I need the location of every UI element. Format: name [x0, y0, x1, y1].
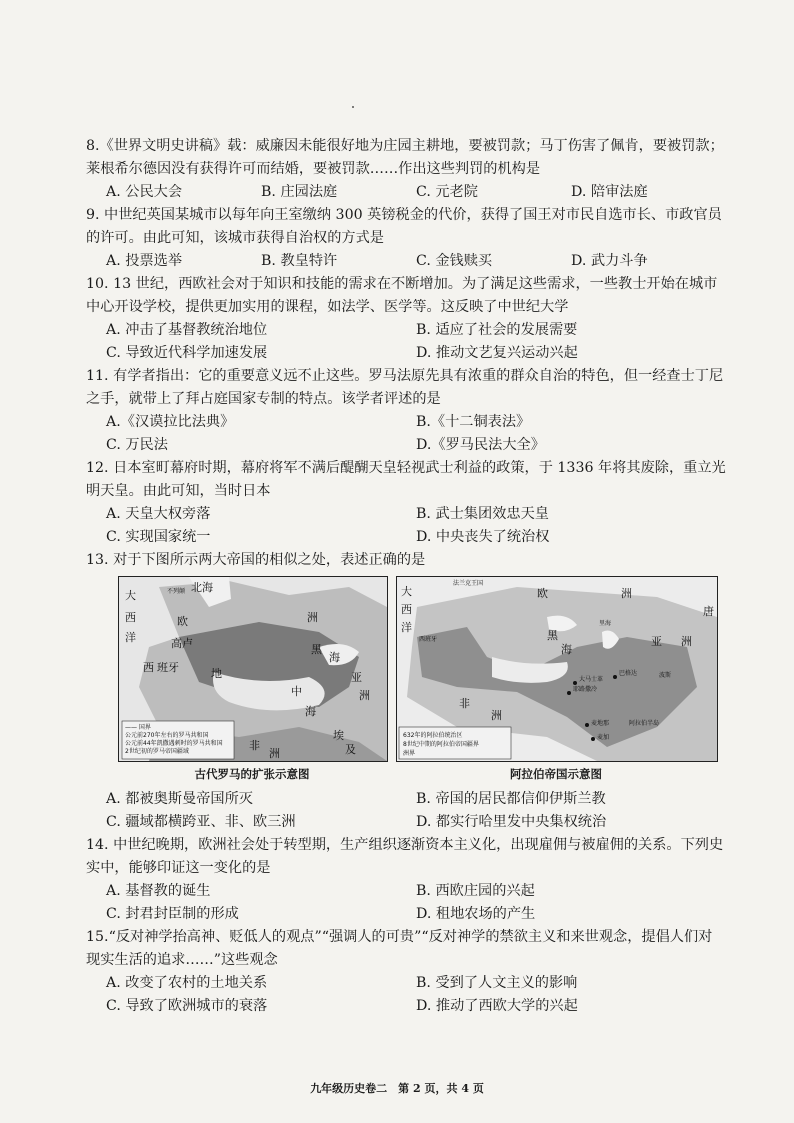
option-a: A. 冲击了基督教统治地位 — [106, 322, 268, 338]
option-d: D. 推动了西欧大学的兴起 — [416, 998, 578, 1014]
map-legend-item: 8世纪中期的阿拉伯帝国疆界 — [403, 741, 479, 748]
map-legend-item: 2世纪初的罗马帝国疆域 — [125, 748, 189, 755]
option-c: C. 元老院 — [416, 184, 478, 200]
question-stem: 12. 日本室町幕府时期，幕府将军不满后醍醐天皇轻视武士利益的政策，于 1336 年将其废除，重立光明天皇。由此可知，当时日本 — [86, 460, 726, 499]
map-label: 西班牙 — [419, 636, 438, 643]
map-label: 麦加 — [597, 734, 610, 741]
question-stem: 13. 对于下图所示两大帝国的相似之处，表述正确的是 — [86, 552, 426, 568]
option-a: A. 公民大会 — [106, 184, 183, 200]
option-b: B. 西欧庄园的兴起 — [416, 883, 535, 899]
map-label: 西 — [143, 661, 154, 674]
map-label: 非 — [249, 739, 260, 752]
question-stem: 15.“反对神学抬高神、贬低人的观点”“强调人的可贵”“反对神学的禁欲主义和来世观念，提倡人们对现实生活的追求……”这些观念 — [86, 929, 713, 968]
question-stem: 10. 13 世纪，西欧社会对于知识和技能的需求在不断增加。为了满足这些需求，一些教士开始在城市中心开设学校，提供更加实用的课程，如法学、医学等。这反映了中世纪大学 — [86, 276, 718, 315]
question-9 — [86, 204, 726, 273]
map-figures — [118, 576, 718, 786]
page-footer: 九年级历史卷二 第 2 页，共 4 页 — [310, 1082, 484, 1095]
map-label: 洲 — [491, 709, 502, 722]
map-legend-item: —— 国界 — [125, 724, 151, 731]
option-d: D. 中央丧失了统治权 — [416, 529, 550, 545]
map-label: 班牙 — [157, 661, 179, 674]
question-stem: 11. 有学者指出：它的重要意义远不止这些。罗马法原先具有浓重的群众自治的特色，但一经查士丁尼之手，就带上了拜占庭国家专制的特点。该学者评述的是 — [86, 368, 724, 407]
map-label: 洲 — [269, 747, 280, 760]
option-d: D. 推动文艺复兴运动兴起 — [416, 345, 578, 361]
option-c: C. 导致近代科学加速发展 — [106, 345, 268, 361]
map-arab-caption: 阿拉伯帝国示意图 — [510, 767, 602, 781]
option-d: D.《罗马民法大全》 — [416, 437, 545, 453]
option-c: C. 金钱赎买 — [416, 253, 493, 269]
option-a: A. 改变了农村的土地关系 — [106, 975, 268, 991]
map-legend-item: 632年的阿拉伯统治区 — [403, 732, 463, 739]
question-10 — [86, 273, 726, 365]
map-label: 海 — [329, 651, 340, 664]
option-b: B. 帝国的居民都信仰伊斯兰教 — [416, 791, 606, 807]
question-13 — [86, 549, 726, 572]
question-12 — [86, 457, 726, 549]
option-c: C. 疆域都横跨亚、非、欧三洲 — [106, 814, 296, 830]
options — [86, 788, 726, 834]
map-label: 大马士革 — [579, 676, 604, 683]
option-b: B. 教皇特许 — [261, 253, 338, 269]
question-15 — [86, 926, 726, 1018]
question-stem: 14. 中世纪晚期，欧洲社会处于转型期，生产组织逐渐资本主义化，出现雇佣与被雇佣的关系。下列史实中，能够印证这一变化的是 — [86, 837, 724, 876]
option-c: C. 封君封臣制的形成 — [106, 906, 239, 922]
option-d: D. 武力斗争 — [571, 253, 648, 269]
map-label: 耶路撒冷 — [573, 686, 598, 693]
map-label: 里海 — [599, 620, 612, 627]
map-label: 海 — [305, 705, 316, 718]
option-b: B.《十二铜表法》 — [416, 414, 531, 430]
map-label: 大 — [401, 585, 412, 598]
question-stem: 9. 中世纪英国某城市以每年向王室缴纳 300 英镑税金的代价，获得了国王对市民自选市长、市政官员的许可。由此可知，该城市获得自治权的方式是 — [86, 207, 722, 246]
map-label: 高卢 — [171, 637, 193, 650]
option-a: A.《汉谟拉比法典》 — [106, 414, 235, 430]
map-arab-labels — [397, 577, 717, 761]
option-a: A. 天皇大权旁落 — [106, 506, 211, 522]
options — [86, 972, 726, 1018]
question-14 — [86, 834, 726, 926]
map-rome-caption: 古代罗马的扩张示意图 — [194, 767, 310, 781]
option-b: B. 武士集团效忠天皇 — [416, 506, 549, 522]
map-label: 洋 — [125, 631, 136, 644]
map-legend-item: 洲界 — [403, 750, 416, 757]
map-label: 黑 — [547, 629, 558, 642]
map-label: 海 — [561, 643, 572, 656]
map-label: 欧 — [537, 587, 548, 600]
map-legend-item: 公元前44年凯撒遇刺时的罗马共和国 — [125, 740, 223, 747]
question-13-options — [86, 788, 726, 834]
map-label: 阿拉伯半岛 — [629, 720, 660, 727]
map-label: 波斯 — [659, 672, 672, 679]
map-label: 唐 — [703, 605, 714, 618]
scan-speck — [352, 106, 354, 108]
map-label: 麦地那 — [591, 720, 610, 727]
map-label: 欧 — [177, 615, 188, 628]
map-label: 北海 — [191, 581, 213, 594]
options — [86, 319, 726, 365]
option-b: B. 适应了社会的发展需要 — [416, 322, 578, 338]
map-arab — [396, 576, 718, 762]
option-d: D. 租地农场的产生 — [416, 906, 536, 922]
map-label: 西 — [125, 611, 136, 624]
map-label: 亚 — [351, 671, 362, 684]
map-rome — [118, 576, 388, 762]
map-label: 中 — [291, 685, 302, 698]
question-11 — [86, 365, 726, 457]
question-stem: 8.《世界文明史讲稿》载：威廉因未能很好地为庄园主耕地，要被罚款；马丁伤害了佩肯，要被罚款；莱根希尔德因没有获得许可而结婚，要被罚款……作出这些判罚的机构是 — [86, 138, 724, 177]
options — [86, 181, 726, 204]
map-label: 地 — [211, 667, 222, 680]
option-a: A. 都被奥斯曼帝国所灭 — [106, 791, 253, 807]
map-label: 大 — [125, 589, 136, 602]
option-b: B. 庄园法庭 — [261, 184, 338, 200]
map-label: 亚 — [651, 635, 662, 648]
options — [86, 880, 726, 926]
option-a: A. 投票选举 — [106, 253, 183, 269]
map-label: 洲 — [307, 611, 318, 624]
map-legend-item: 公元前270年左右的罗马共和国 — [125, 732, 209, 739]
map-label: 洲 — [359, 689, 370, 702]
map-label: 巴格达 — [619, 670, 638, 677]
map-label: 不列颠 — [167, 588, 186, 595]
map-rome-labels — [119, 577, 387, 761]
option-c: C. 导致了欧洲城市的衰落 — [106, 998, 268, 1014]
option-d: D. 陪审法庭 — [571, 184, 648, 200]
map-label: 西 — [401, 603, 412, 616]
option-a: A. 基督教的诞生 — [106, 883, 211, 899]
map-label: 及 — [345, 743, 356, 756]
option-c: C. 实现国家统一 — [106, 529, 211, 545]
option-d: D. 都实行哈里发中央集权统治 — [416, 814, 607, 830]
map-label: 非 — [459, 697, 470, 710]
map-label: 埃 — [333, 729, 344, 742]
map-label: 法兰克王国 — [453, 580, 484, 587]
map-label: 洲 — [681, 635, 692, 648]
options — [86, 250, 726, 273]
options — [86, 503, 726, 549]
option-b: B. 受到了人文主义的影响 — [416, 975, 578, 991]
question-8 — [86, 135, 726, 204]
map-label: 黑 — [311, 643, 322, 656]
option-c: C. 万民法 — [106, 437, 168, 453]
map-label: 洋 — [401, 621, 412, 634]
map-label: 洲 — [621, 587, 632, 600]
options — [86, 411, 726, 457]
